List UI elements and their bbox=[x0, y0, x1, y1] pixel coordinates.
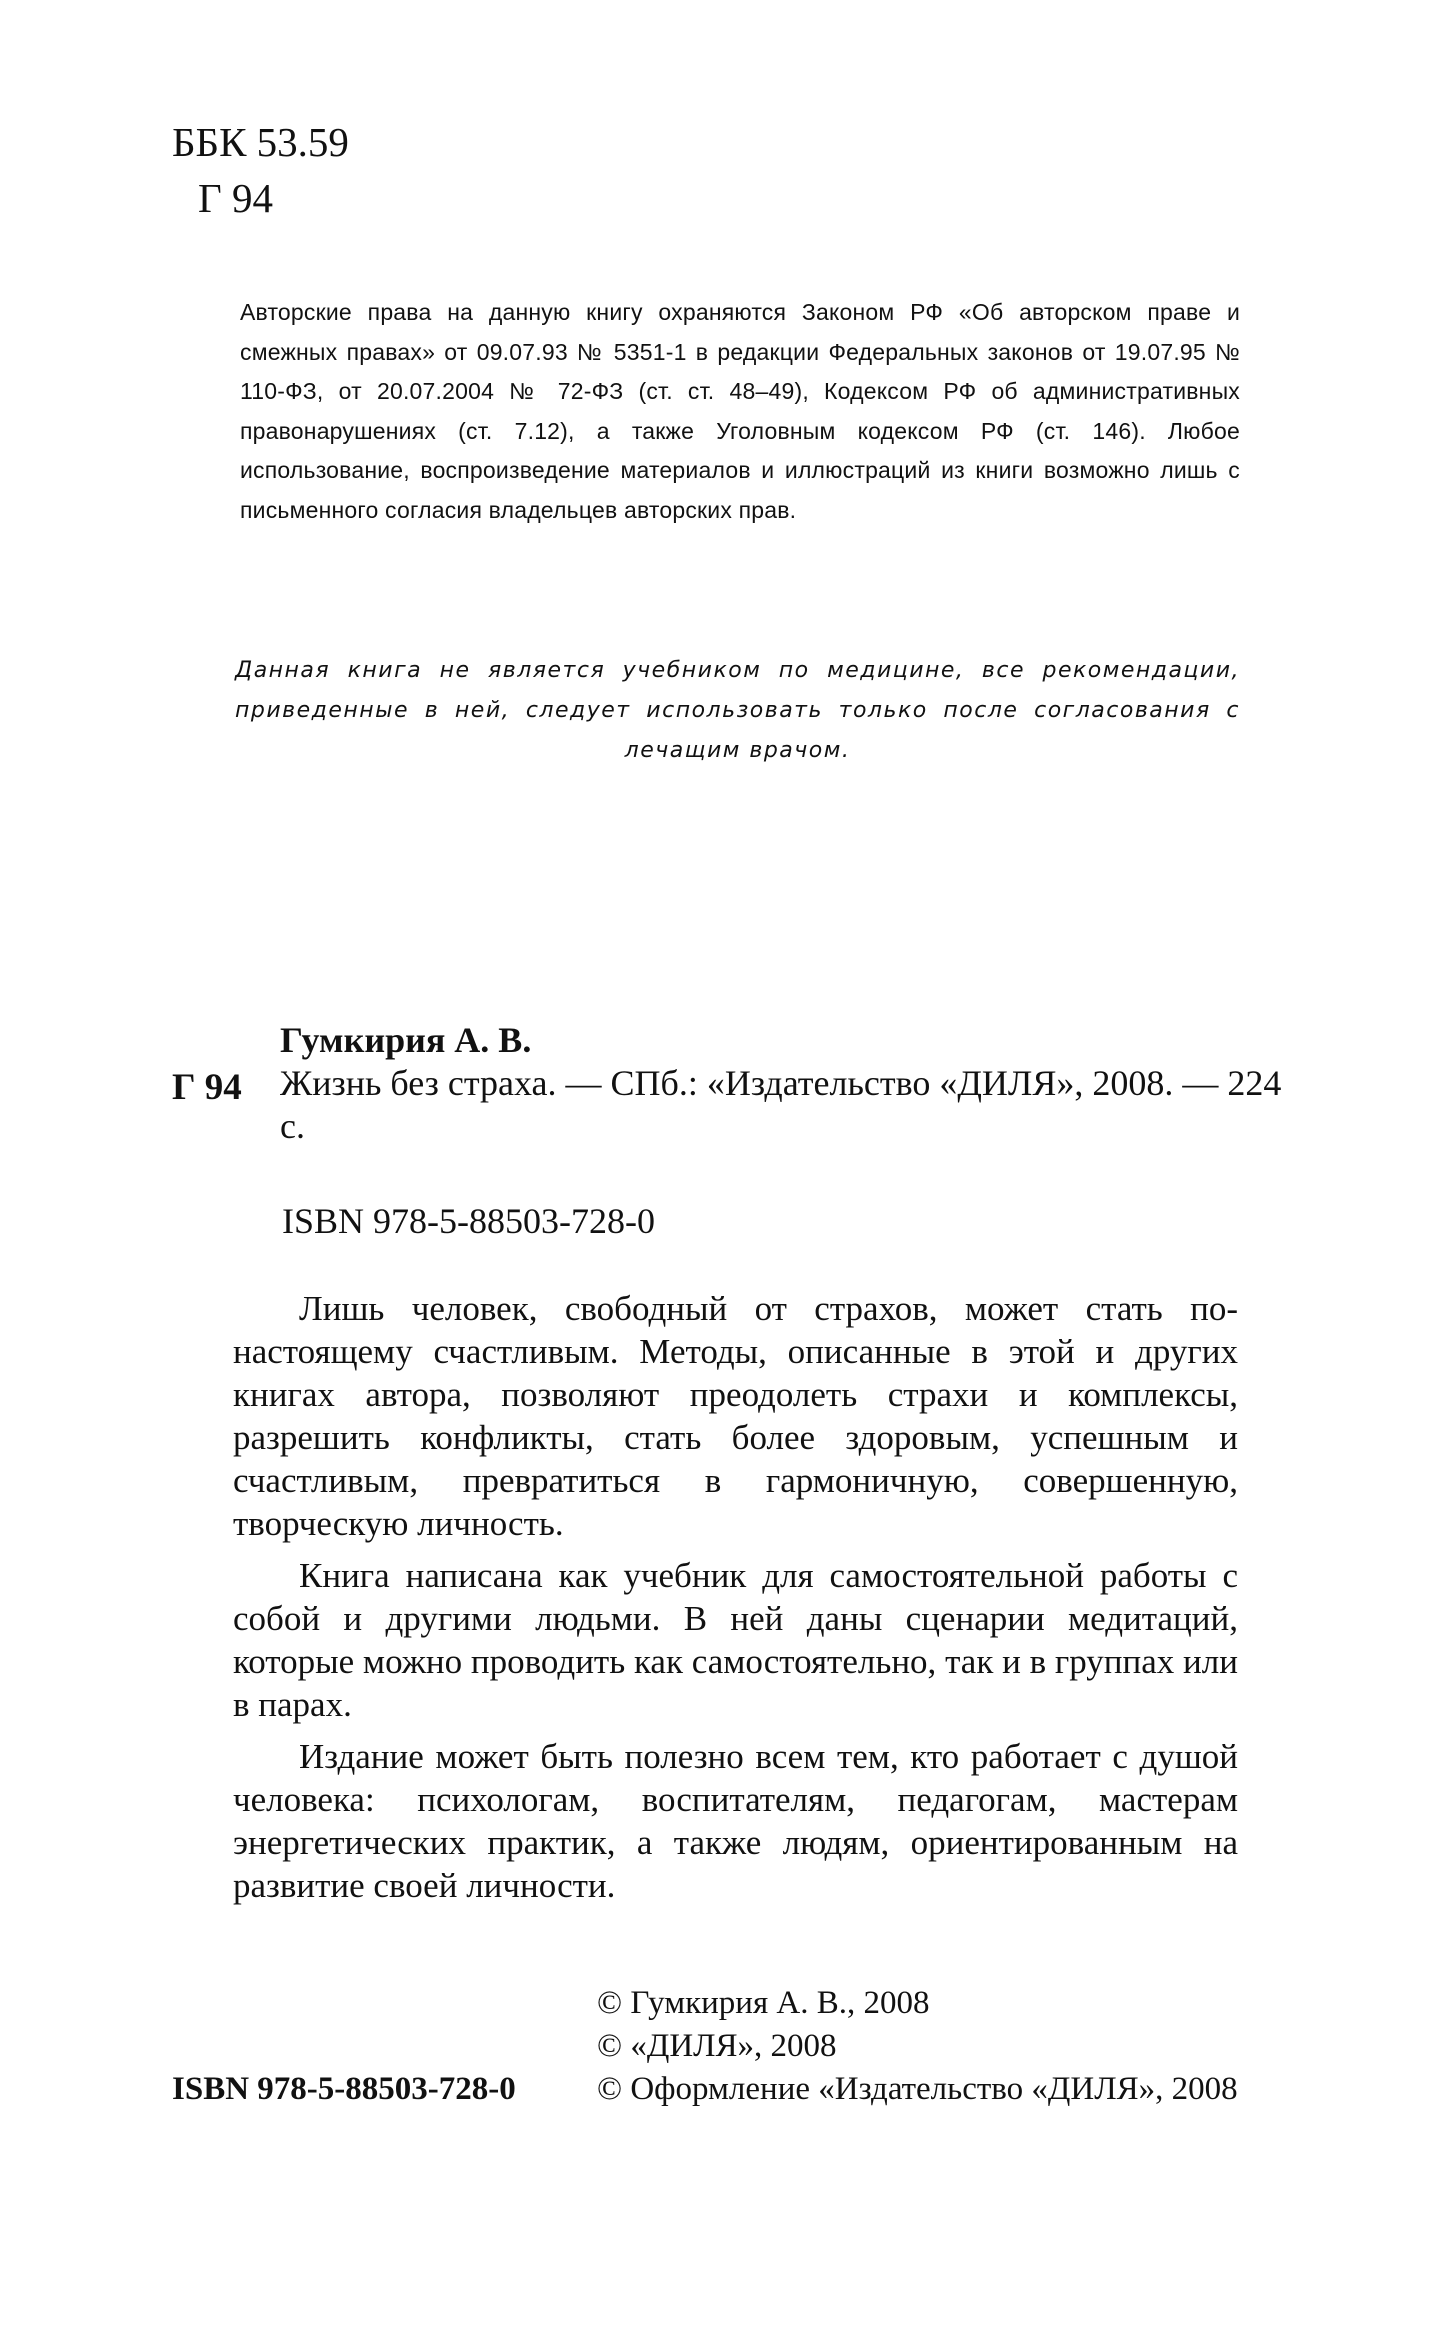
annotation-paragraph: Книга написана как учебник для самостоятельной работы с собой и другими людьми. В ней даны сценарии медитаций, которые можно проводить как самостоятельно, так и в группах или в парах. bbox=[233, 1556, 1238, 1724]
classification-header bbox=[172, 114, 349, 226]
copyright-notice: Авторские права на данную книгу охраняются Законом РФ «Об авторском праве и смежных правах» от 09.07.93 № 5351-1 в редакции Федеральных законов от 19.07.95 № 110-ФЗ, от 20.07.2004 № 72-ФЗ (ст. ст. 48–49), Кодексом РФ об административных правонарушениях (ст. 7.12), а также Уголовным кодексом РФ (ст. 146). Любое использование, воспроизведение материалов и иллюстраций из книги возможно лишь с письменного согласия владельцев авторских прав. bbox=[240, 299, 1240, 523]
catalog-isbn: ISBN 978-5-88503-728-0 bbox=[282, 1201, 655, 1241]
copyright-line: © Оформление «Издательство «ДИЛЯ», 2008 bbox=[597, 2071, 1238, 2107]
bibliographic-entry bbox=[280, 1019, 1288, 1148]
annotation bbox=[233, 1287, 1238, 1916]
copyright-holders bbox=[597, 1982, 1238, 2111]
catalog-author-mark: Г 94 bbox=[172, 1067, 242, 1108]
catalog-author: Гумкирия А. В. bbox=[280, 1020, 532, 1060]
annotation-paragraph: Лишь человек, свободный от страхов, может стать по-настоящему счастливым. Методы, описанные в этой и других книгах автора, позволяют преодолеть страхи и комплексы, разрешить конфликты, стать более здоровым, успешным и счастливым, превратиться в гармоничную, совершенную, творческую личность. bbox=[233, 1289, 1238, 1543]
copyright-line: © Гумкирия А. В., 2008 bbox=[597, 1985, 930, 2021]
bbk-code: ББК 53.59 bbox=[172, 119, 349, 165]
annotation-paragraph: Издание может быть полезно всем тем, кто работает с душой человека: психологам, воспитателям, педагогам, мастерам энергетических практик, а также людям, ориентированным на развитие своей личности. bbox=[233, 1737, 1238, 1905]
footer-isbn: ISBN 978-5-88503-728-0 bbox=[172, 2071, 516, 2107]
catalog-title-imprint: Жизнь без страха. — СПб.: «Издательство «ДИЛЯ», 2008. — 224 с. bbox=[280, 1063, 1282, 1146]
author-mark: Г 94 bbox=[198, 175, 273, 221]
copyright-line: © «ДИЛЯ», 2008 bbox=[597, 2028, 837, 2064]
medical-disclaimer: Данная книга не является учебником по медицине, все рекомендации, приведенные в ней, следует использовать только после согласования с лечащим врачом. bbox=[235, 658, 1240, 763]
